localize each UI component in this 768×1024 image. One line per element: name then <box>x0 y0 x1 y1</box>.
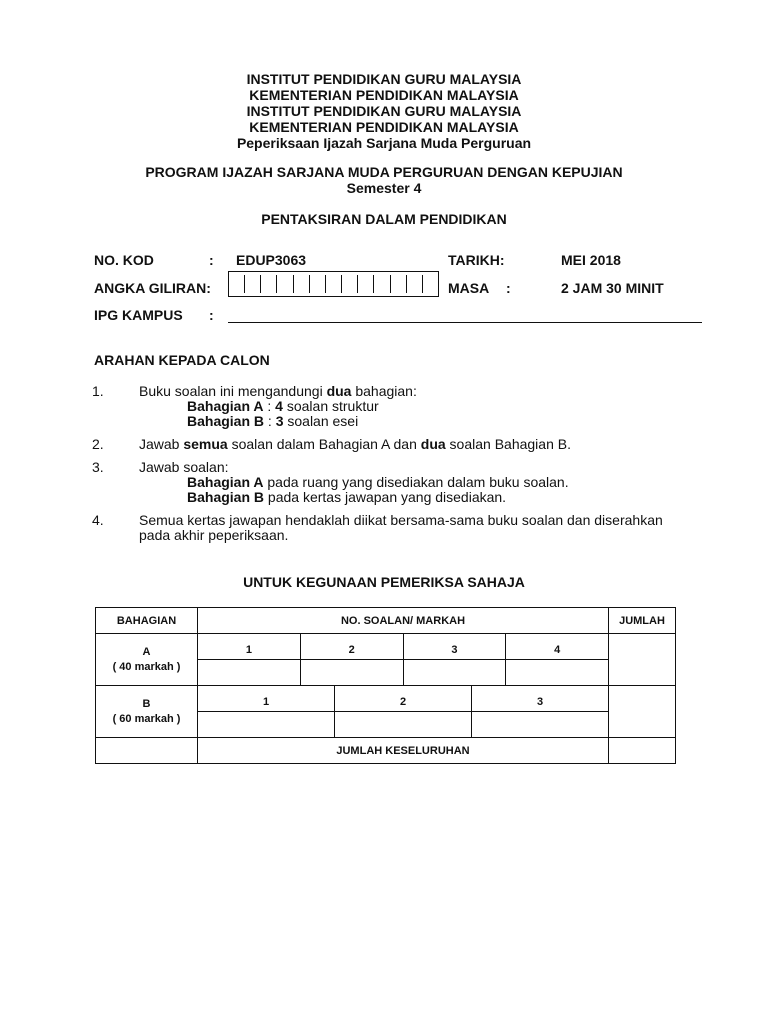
header-bahagian: BAHAGIAN <box>96 608 198 634</box>
mark-cell[interactable] <box>198 660 301 686</box>
digit-box[interactable] <box>326 275 342 293</box>
digit-box[interactable] <box>423 275 438 293</box>
digit-box[interactable] <box>391 275 407 293</box>
section-marks: ( 40 markah ) <box>112 660 181 673</box>
section-a-total-cell[interactable] <box>609 634 676 686</box>
section-marks: ( 60 markah ) <box>112 712 181 725</box>
item-number: 1. <box>92 383 104 399</box>
grand-total-cell[interactable] <box>609 738 676 764</box>
section-b-label <box>96 686 198 738</box>
item-bold: 4 <box>275 398 283 414</box>
ipg-kampus-colon: : <box>209 307 214 323</box>
item-bold: Bahagian B <box>187 413 265 429</box>
item-bold: Bahagian A <box>187 398 264 414</box>
masa-label: MASA <box>448 280 490 296</box>
digit-box[interactable] <box>407 275 423 293</box>
section-name: A <box>142 645 151 658</box>
marks-table-title: UNTUK KEGUNAAN PEMERIKSA SAHAJA <box>243 574 525 590</box>
item-body <box>139 437 679 452</box>
kod-colon: : <box>209 252 214 268</box>
tarikh-label: TARIKH: <box>448 252 505 268</box>
item-text: Jawab <box>139 436 184 452</box>
item-number: 2. <box>92 436 104 452</box>
header-line: Peperiksaan Ijazah Sarjana Muda Perguruan <box>236 135 532 151</box>
angka-giliran-label: ANGKA GILIRAN: <box>94 280 211 296</box>
kod-label: NO. KOD <box>94 252 154 268</box>
item-number: 4. <box>92 512 104 528</box>
mark-cell[interactable] <box>335 712 472 738</box>
mark-cell[interactable] <box>403 660 506 686</box>
mark-cell[interactable] <box>198 712 335 738</box>
item-text: pada kertas jawapan yang disediakan. <box>264 489 507 505</box>
item-body: Semua kertas jawapan hendaklah diikat bersama-sama buku soalan dan diserahkan pada akhir peperiksaan. <box>139 512 663 543</box>
item-text: bahagian: <box>351 383 417 399</box>
mark-cell[interactable] <box>506 660 609 686</box>
digit-box[interactable] <box>261 275 277 293</box>
institution-header <box>0 71 768 151</box>
item-bold: 3 <box>275 413 284 429</box>
program-name: PROGRAM IJAZAH SARJANA MUDA PERGURUAN DENGAN KEPUJIAN <box>145 164 623 180</box>
ipg-kampus-line[interactable] <box>228 322 702 323</box>
digit-box[interactable] <box>245 275 261 293</box>
section-name: B <box>142 697 151 710</box>
question-number: 2 <box>300 634 403 660</box>
tarikh-value: MEI 2018 <box>561 252 621 268</box>
program-semester: Semester 4 <box>346 180 422 196</box>
header-line: KEMENTERIAN PENDIDIKAN MALAYSIA <box>249 87 519 103</box>
item-number: 3. <box>92 459 104 475</box>
mark-cell[interactable] <box>472 712 609 738</box>
instructions-title: ARAHAN KEPADA CALON <box>94 352 270 368</box>
question-number: 4 <box>506 634 609 660</box>
item-text: soalan struktur <box>282 398 379 414</box>
digit-box[interactable] <box>358 275 374 293</box>
question-number: 3 <box>403 634 506 660</box>
digit-box[interactable] <box>229 275 245 293</box>
question-number: 1 <box>198 686 335 712</box>
digit-box[interactable] <box>342 275 358 293</box>
item-text: : <box>263 398 276 414</box>
digit-box[interactable] <box>374 275 390 293</box>
mark-cell[interactable] <box>300 660 403 686</box>
item-body <box>139 460 679 505</box>
marks-table <box>95 607 676 764</box>
item-text: pada ruang yang disediakan dalam buku soalan. <box>263 474 569 490</box>
kod-value: EDUP3063 <box>236 252 307 268</box>
question-number: 2 <box>335 686 472 712</box>
digit-box[interactable] <box>277 275 293 293</box>
angka-giliran-boxes[interactable] <box>228 271 439 297</box>
section-a-label <box>96 634 198 686</box>
empty-cell <box>96 738 198 764</box>
ipg-kampus-label: IPG KAMPUS <box>94 307 183 323</box>
item-text: Jawab soalan: <box>139 459 229 475</box>
digit-box[interactable] <box>310 275 326 293</box>
grand-total-label: JUMLAH KESELURUHAN <box>198 738 609 764</box>
item-text: soalan Bahagian B. <box>445 436 571 452</box>
header-line: INSTITUT PENDIDIKAN GURU MALAYSIA <box>246 103 522 119</box>
header-line: KEMENTERIAN PENDIDIKAN MALAYSIA <box>249 119 519 135</box>
program-block <box>0 164 768 196</box>
digit-box[interactable] <box>294 275 310 293</box>
item-text: Buku soalan ini mengandungi <box>139 383 327 399</box>
header-jumlah: JUMLAH <box>609 608 676 634</box>
section-b-total-cell[interactable] <box>609 686 676 738</box>
item-body <box>139 384 679 429</box>
item-bold: dua <box>420 436 446 452</box>
item-bold: Bahagian A <box>187 474 264 490</box>
masa-colon: : <box>506 280 511 296</box>
question-number: 1 <box>198 634 301 660</box>
item-text: : <box>264 413 276 429</box>
header-soalan: NO. SOALAN/ MARKAH <box>198 608 609 634</box>
item-bold: Bahagian B <box>187 489 265 505</box>
item-bold: semua <box>183 436 228 452</box>
item-text: soalan dalam Bahagian A dan <box>227 436 421 452</box>
masa-value: 2 JAM 30 MINIT <box>561 280 664 296</box>
item-bold: dua <box>326 383 352 399</box>
item-text: soalan esei <box>283 413 359 429</box>
subject-title: PENTAKSIRAN DALAM PENDIDIKAN <box>261 211 507 227</box>
header-line: INSTITUT PENDIDIKAN GURU MALAYSIA <box>246 71 522 87</box>
question-number: 3 <box>472 686 609 712</box>
